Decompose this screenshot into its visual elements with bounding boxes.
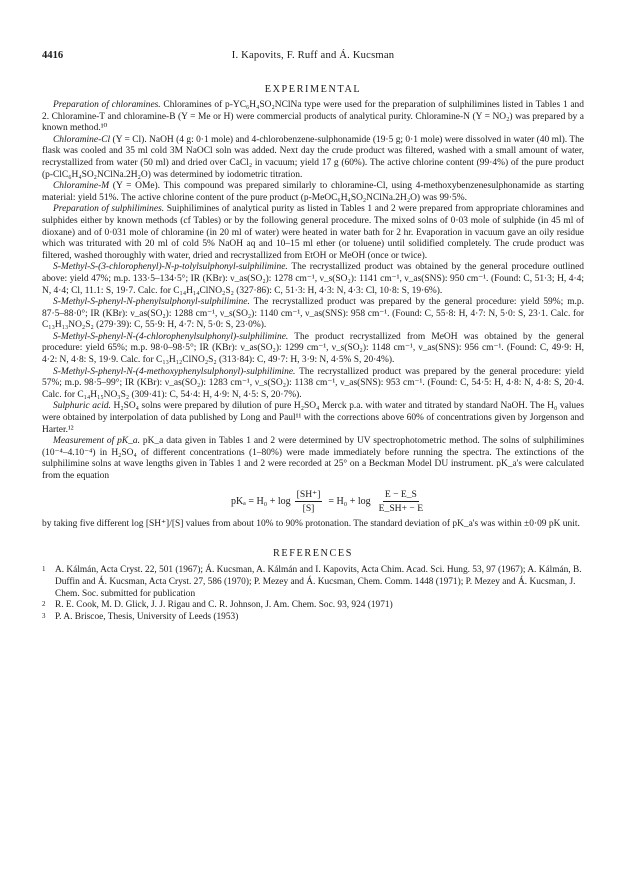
paragraph-text: The product recrystallized from MeOH was obtained by the general procedure: yield 65%; m.p. 98·0–98·5°; IR (KBr): ν_as(SO₂): 1299 cm⁻¹, ν_s(SO₂): 1148 cm⁻¹, ν_as(SNS): 956 cm⁻¹. (Found: C, 49·9: H, 4·2: N, 4·8: S, 19·9. Calc. for C₁₃H₁₂ClNO₂S₂ (313·84): C, 49·7: H, 3·9: N, 4·5% S, 20·4%). — [42, 331, 584, 366]
paragraph-lead: Chloramine-M — [53, 181, 110, 192]
paragraph-lead: S-Methyl-S-phenyl-N-(4-chlorophenylsulphonyl)-sulphilimine. — [53, 331, 289, 342]
journal-page — [42, 50, 584, 623]
paragraph-text: The recrystallized product was obtained by the general procedure outlined above: yield 47%; m.p. 133·5–134·5°; IR (KBr): ν_as(SO₂): 1278 cm⁻¹, ν_s(SO₂): 1141 cm⁻¹, ν_as(SNS): 950 cm⁻¹. (Found: C, 51·3; H, 4·4; N, 4·4; Cl, 11.1: S, 19·7. Calc. for C₁₄H₁₄ClNO₂S₂ (327·86): C, 51·3: H, 4·3: N, 4·3: Cl, 10·8: S, 19·6%). — [42, 262, 584, 296]
paragraph-lead: S-Methyl-S-(3-chlorophenyl)-N-p-tolylsulphonyl-sulphilimine. — [53, 262, 288, 273]
paragraph-chloramine-m — [42, 181, 584, 204]
paragraph-text: The recrystallized product was prepared by the general procedure: yield 59%; m.p. 87·5–88·0°; IR (KBr): ν_as(SO₂): 1288 cm⁻¹, ν_s(SO₂): 1140 cm⁻¹, ν_as(SNS): 958 cm⁻¹. (Found: C, 55·8: H, 4·7: N, 5·0: S, 23·1. Calc. for C₁₃H₁₃NO₂S₂ (279·39): C, 55·9: H, 4·7: N, 5·0: S, 23·0%). — [42, 297, 584, 331]
paragraph-lead: S-Methyl-S-phenyl-N-phenylsulphonyl-sulphilimine. — [53, 297, 250, 308]
reference-list — [42, 565, 584, 623]
references-heading: REFERENCES — [273, 548, 353, 560]
equation-fraction-extinction — [377, 489, 425, 515]
paragraph-compound-4-chlorophenylsulphonyl — [42, 332, 584, 367]
paragraph-lead: Measurement of pK_a. — [53, 436, 140, 447]
running-head — [42, 50, 584, 66]
reference-number: 1 — [42, 565, 46, 574]
reference-number: 2 — [42, 600, 46, 609]
paragraph-lead: Preparation of sulphilimines. — [53, 204, 165, 215]
paragraph-text: (Y = OMe). This compound was prepared similarly to chloramine-Cl, using 4-methoxybenzenesulphonamide as starting material: yield 51%. The active chlorine content of the pure product (p-MeOC₆H₄SO₂NClNa.2H₂O) was 99·5%. — [42, 181, 584, 203]
paragraph-compound-4-methoxyphenylsulphonyl — [42, 367, 584, 402]
paragraph-sulphuric-acid — [42, 401, 584, 436]
equation-middle: = H₀ + log — [328, 495, 371, 507]
equation-lhs: pKₐ = H₀ + log — [230, 495, 291, 507]
paragraph-lead: Chloramine-Cl — [53, 134, 111, 145]
experimental-heading: EXPERIMENTAL — [264, 84, 362, 95]
paragraph-preparation-of-sulphilimines — [42, 204, 584, 262]
paragraph-preparation-of-chloramines — [42, 100, 584, 135]
reference-item — [42, 612, 584, 624]
paragraph-text: The recrystallized product was prepared by the general procedure: yield 57%; m.p. 98·5–99°; IR (KBr): ν_as(SO₂): 1283 cm⁻¹, ν_s(SO₂): 1138 cm⁻¹, ν_as(SNS): 953 cm⁻¹. (Found: C, 54·5: H, 4·8: N, 4·8: S, 20·4. Calc. for C₁₄H₁₅NO₃S₂ (309·41): C, 54·4: H, 4·9: N, 4·5: S, 20·7%). — [42, 366, 584, 400]
reference-number: 3 — [42, 611, 46, 620]
paragraph-lead: Preparation of chloramines. — [53, 100, 161, 110]
paragraph-text: Chloramines of p-YC₆H₄SO₂NClNa type were used for the preparation of sulphilimines listed in Tables 1 and 2. Chloramine-T and chloramine-B (Y = Me or H) were commercial products of analytical purity. Chloramine-N (Y = NO₂) was prepared by a known method.¹⁰ — [42, 100, 584, 134]
paragraph-measurement-of-pka — [42, 436, 584, 482]
running-head-authors: I. Kapovits, F. Ruff and Á. Kucsman — [231, 50, 395, 61]
paragraph-lead: Sulphuric acid. — [53, 401, 111, 412]
fraction-numerator: [SH⁺] — [295, 489, 323, 503]
reference-text: A. Kálmán, Acta Cryst. 22, 501 (1967); Á. Kucsman, A. Kálmán and I. Kapovits, Acta Chim. Acad. Sci. Hung. 53, 97 (1967); A. Kálmán, B. Duffin and Á. Kucsman, Acta Cryst. 27, 586 (1970); P. Mezey and Á. Kucsman, Chem. Comm. 1448 (1971); P. Mezey and Á. Kucsman, J. Chem. Soc. submitted for publication — [55, 565, 582, 599]
reference-item — [42, 600, 584, 612]
fraction-denominator: [S] — [302, 503, 315, 515]
reference-text: P. A. Briscoe, Thesis, University of Leeds (1953) — [55, 611, 239, 622]
reference-item — [42, 565, 584, 600]
paragraph-compound-phenylsulphonyl — [42, 297, 584, 332]
equation-fraction-concentration — [295, 489, 323, 515]
paragraph-text: Suiphilimines of analytical purity as listed in Tables 1 and 2 were prepared from appropriate chloramines and sulphides either by known methods (cf Tables) or by the following general procedure. The mixed solns of 0·03 mole of sulphide (in 45 ml of dioxane) and of 0·031 mole of chloramine (in 20 ml of water) were heated in water bath for 2 hr. Evaporation in vacuum gave an oily residue which was triturated with 20 ml of cold 5% NaOH aq and 10–15 ml ether (or toluene) until solidified completely. The crude product was filtered, washed thoroughly with water, dried and recrystallized from EtOH or MeOH (once or twice). — [42, 204, 584, 261]
paragraph-text: (Y = Cl). NaOH (4 g: 0·1 mole) and 4-chlorobenzene-sulphonamide (19·5 g; 0·1 mole) were dissolved in water (40 ml). The flask was cooled and 35 ml cold 3M NaOCl soln was added. Next day the crude product was filtered, washed with a small amount of water, recrystallized from water (50 ml) and dried over CaCl₂ in vacuum; yield 17 g (60%). The active chlorine content (99·4%) of the pure product (p-ClC₆H₄SO₂NClNa.2H₂O) was determined by iodometric titration. — [42, 134, 584, 180]
reference-text: R. E. Cook, M. D. Glick, J. J. Rigau and C. R. Johnson, J. Am. Chem. Soc. 93, 924 (1971) — [55, 600, 393, 611]
paragraph-text: H₂SO₄ solns were prepared by dilution of pure H₂SO₄ Merck p.a. with water and titrated by standard NaOH. The H₀ values were obtained by interpolation of data published by Long and Paul¹¹ with the corrections above 60% of concentrations given by Jorgenson and Harter.¹² — [42, 401, 584, 435]
paragraph-compound-3-chlorophenyl — [42, 262, 584, 297]
paragraph-lead: S-Methyl-S-phenyl-N-(4-methoxyphenylsulphonyl)-sulphilimine. — [53, 366, 296, 377]
fraction-numerator: E − E_S — [383, 489, 419, 503]
paragraph-chloramine-cl — [42, 135, 584, 181]
page-number: 4416 — [42, 50, 64, 61]
paragraph-after-equation: by taking five different log [SH⁺]/[S] values from about 10% to 90% protonation. The standard deviation of pK_a's was within ±0·09 pK unit. — [42, 518, 580, 529]
pka-equation — [76, 489, 584, 515]
experimental-section — [42, 100, 584, 530]
fraction-denominator: E_SH+ − E — [378, 503, 424, 515]
paragraph-text: pK_a data given in Tables 1 and 2 were determined by UV spectrophotometric method. The solns of sulphilimines (10⁻⁴–4.10⁻⁴) in H₂SO₄ of different concentrations (1–80%) were made immediately before running the spectra. The extinctions of the sulphilimine solns at wave lengths given in Tables 1 and 2 were recorded at 25° on a Beckman Model DU instrument. pK_a's were calculated from the equation — [42, 436, 584, 481]
